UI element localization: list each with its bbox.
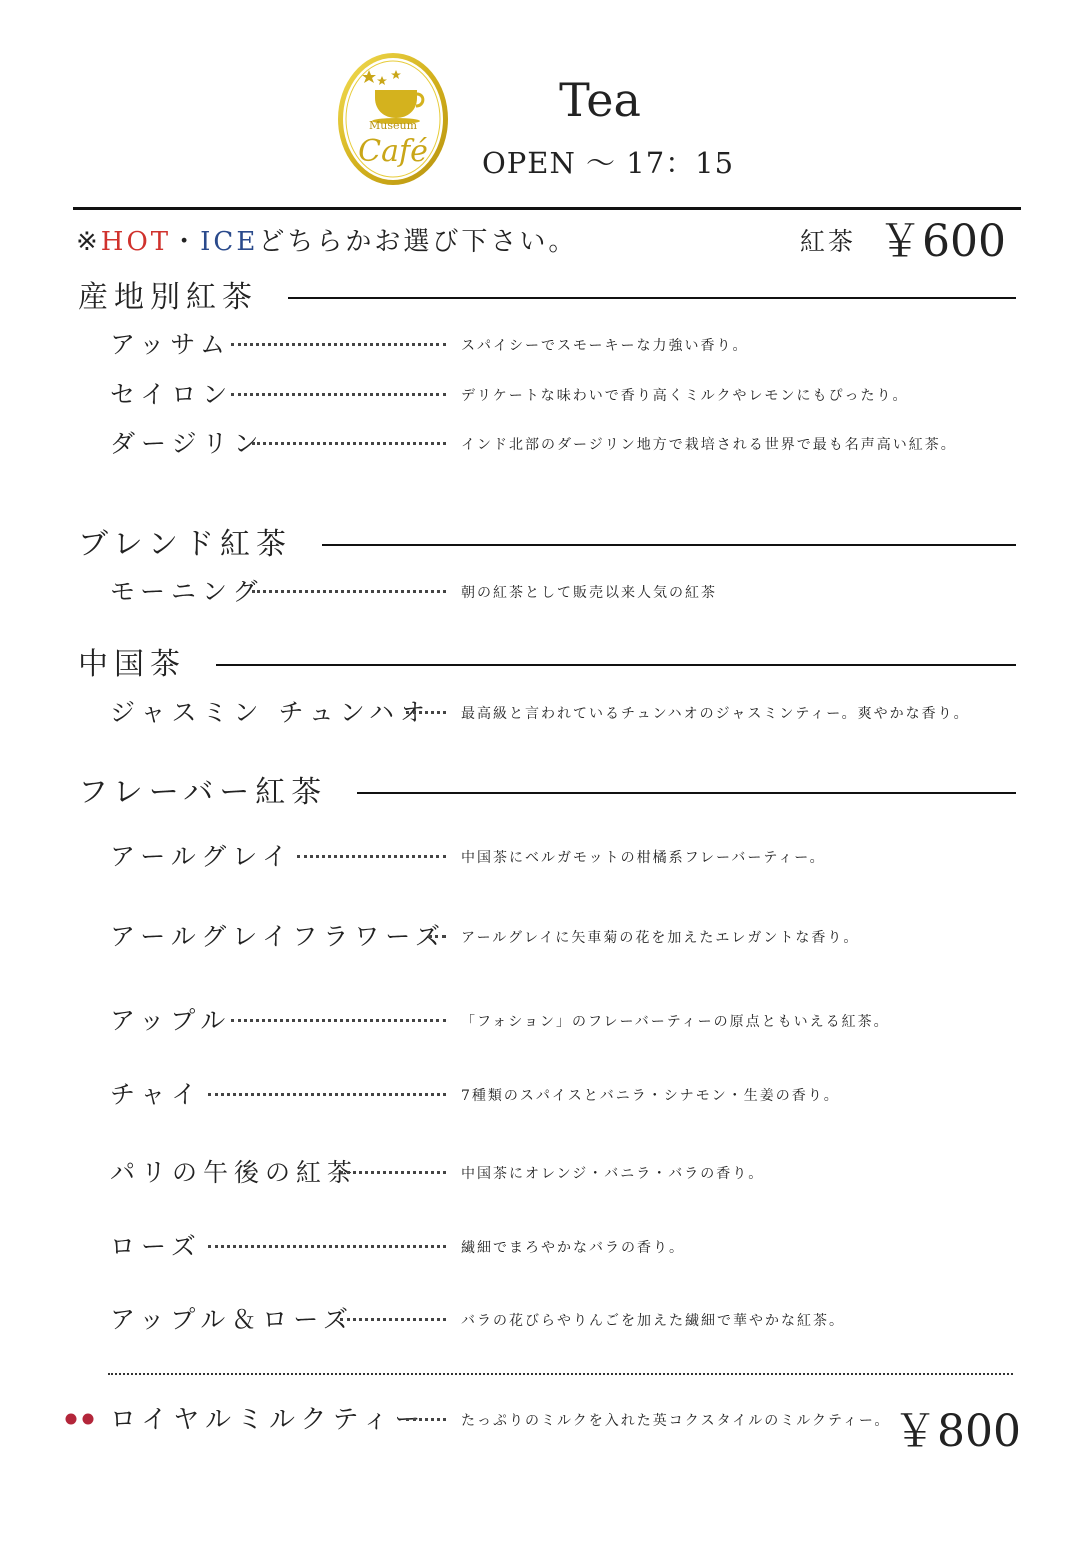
item-name: ジャスミン チュンハオ — [110, 698, 431, 727]
section-title: ブレンド紅茶 — [78, 527, 293, 562]
section-divider — [288, 297, 1016, 299]
item-name: セイロン — [110, 380, 234, 409]
item-name: ローズ — [110, 1232, 202, 1261]
item-description: 最高級と言われているチュンハオのジャスミンティー。爽やかな香り。 — [461, 706, 970, 722]
open-hours: OPEN 〜 17：15 — [482, 146, 735, 180]
menu-item-earl-grey-flowers — [110, 917, 446, 957]
leader-dots — [252, 590, 446, 593]
price-label: 紅茶 — [800, 227, 857, 256]
item-description: 中国茶にオレンジ・バニラ・バラの香り。 — [461, 1166, 765, 1182]
hot-label: HOT — [100, 227, 172, 257]
section-title: 産地別紅茶 — [78, 280, 258, 315]
item-name: チャイ — [110, 1080, 203, 1109]
menu-item-darjeeling — [110, 424, 265, 464]
section-title: 中国茶 — [78, 647, 186, 682]
section-chinese-tea — [78, 643, 1016, 687]
item-description: スパイシーでスモーキーな力強い香り。 — [461, 338, 749, 354]
menu-item-chai — [110, 1075, 202, 1115]
menu-item-rose — [110, 1227, 202, 1267]
item-description: 繊細でまろやかなバラの香り。 — [461, 1240, 685, 1256]
special-item-name: ロイヤルミルクティー — [110, 1405, 427, 1435]
item-description: デリケートな味わいで香り高くミルクやレモンにもぴったり。 — [461, 388, 909, 404]
ice-label: ICE — [200, 227, 259, 257]
leader-dots — [208, 1245, 446, 1248]
section-divider — [216, 664, 1016, 666]
temperature-notice — [76, 222, 577, 262]
item-description: アールグレイに矢車菊の花を加えたエレガントな香り。 — [461, 930, 860, 946]
special-divider — [108, 1373, 1013, 1375]
item-name: アールグレイ — [110, 842, 294, 871]
leader-dots — [340, 1171, 446, 1174]
item-name: パリの午後の紅茶 — [110, 1158, 359, 1187]
section-blend-tea — [78, 523, 1016, 567]
logo-line1: Museum — [368, 119, 418, 132]
menu-item-assam — [110, 325, 231, 365]
special-price: ￥800 — [893, 1406, 1021, 1457]
leader-dots — [252, 442, 446, 445]
menu-item-earl-grey — [110, 837, 293, 877]
menu-item-apple — [110, 1001, 231, 1041]
logo-line2: Café — [358, 134, 428, 169]
section-title: フレーバー紅茶 — [78, 775, 328, 810]
section-divider — [322, 544, 1016, 546]
price-value: ￥600 — [878, 216, 1006, 267]
leader-dots — [231, 343, 446, 346]
item-description: インド北部のダージリン地方で栽培される世界で最も名声高い紅茶。 — [461, 437, 957, 453]
leader-dots — [231, 1019, 446, 1022]
section-flavor-tea — [78, 771, 1016, 815]
item-name: ダージリン — [110, 429, 265, 458]
menu-item-jasmine — [110, 693, 431, 733]
item-name: アールグレイフラワーズ — [110, 922, 447, 951]
menu-item-paris-afternoon — [110, 1153, 358, 1193]
item-name: モーニング — [110, 577, 264, 606]
header-divider — [73, 207, 1021, 210]
leader-dots — [231, 393, 446, 396]
leader-dots — [208, 1093, 446, 1096]
menu-item-apple-rose — [110, 1300, 354, 1340]
page-title: Tea — [559, 73, 641, 127]
leader-dots — [406, 1418, 446, 1421]
item-name: アッサム — [110, 330, 232, 359]
leader-dots — [428, 935, 446, 938]
bullet-dots-icon — [64, 1412, 96, 1426]
item-description: 「フォション」のフレーバーティーの原点ともいえる紅茶。 — [461, 1014, 890, 1030]
museum-cafe-logo — [335, 50, 451, 188]
item-description: バラの花びらやりんごを加えた繊細で華やかな紅茶。 — [461, 1313, 845, 1329]
leader-dots — [340, 1318, 446, 1321]
section-divider — [357, 792, 1016, 794]
notice-suffix: どちらかお選び下さい。 — [258, 227, 578, 257]
leader-dots — [297, 855, 446, 858]
special-item-description: たっぷりのミルクを入れた英コクスタイルのミルクティー。 — [461, 1413, 891, 1429]
section-origin-tea — [78, 276, 1016, 320]
menu-item-ceylon — [110, 375, 233, 415]
leader-dots — [406, 711, 446, 714]
item-description: 朝の紅茶として販売以来人気の紅茶 — [461, 585, 717, 601]
item-name: アップル — [110, 1006, 232, 1035]
item-name: アップル＆ローズ — [110, 1305, 355, 1334]
menu-item-morning — [110, 572, 264, 612]
notice-prefix: ※ — [76, 227, 101, 257]
notice-separator: ・ — [171, 227, 201, 257]
item-description: 7種類のスパイスとバニラ・シナモン・生姜の香り。 — [461, 1088, 840, 1104]
item-description: 中国茶にベルガモットの柑橘系フレーバーティー。 — [461, 850, 826, 866]
